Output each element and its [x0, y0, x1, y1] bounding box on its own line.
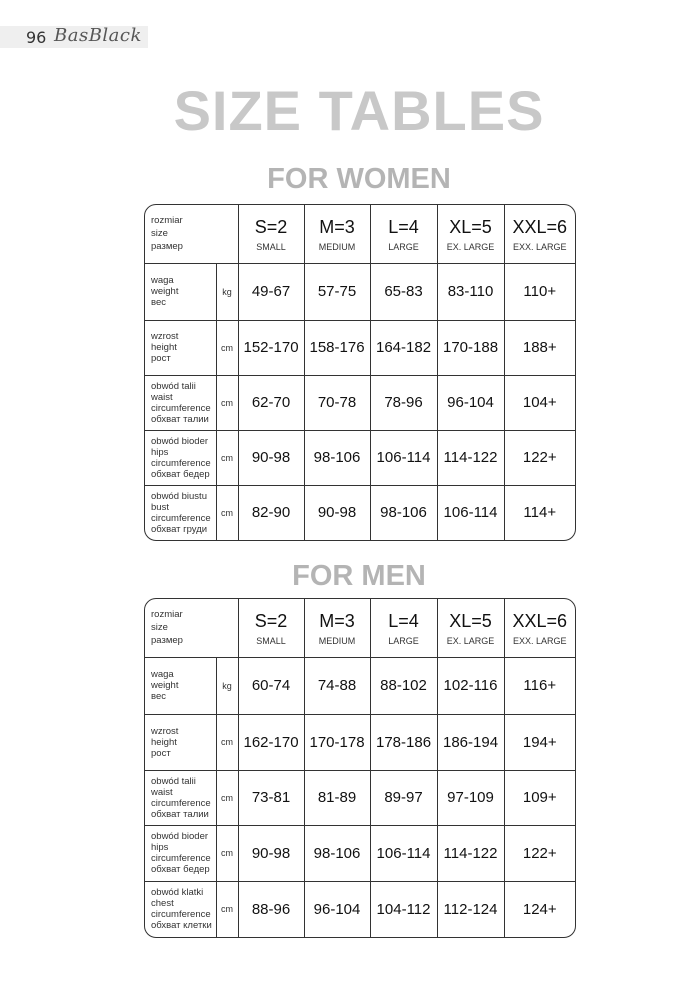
- table-row: [145, 714, 575, 770]
- size-code: XL=5: [449, 610, 492, 631]
- value-cell: 178-186: [370, 714, 437, 770]
- value-cell: 97-109: [437, 770, 504, 825]
- unit-cell: cm: [216, 320, 238, 375]
- value-cell: 110+: [504, 263, 575, 320]
- size-column-header: [504, 205, 575, 263]
- value-cell: 124+: [504, 881, 575, 937]
- measurement-label-line: рост: [151, 353, 171, 364]
- size-name: LARGE: [388, 241, 419, 252]
- value-cell: 116+: [504, 657, 575, 714]
- value-cell: 96-104: [437, 375, 504, 430]
- value-cell: 170-178: [304, 714, 370, 770]
- measurement-label-line: circumference: [151, 853, 211, 864]
- value-cell: 74-88: [304, 657, 370, 714]
- value-cell: 62-70: [238, 375, 304, 430]
- measurement-label-line: обхват груди: [151, 523, 208, 535]
- measurement-label-line: wzrost: [151, 331, 179, 342]
- unit-cell: cm: [216, 825, 238, 881]
- value-cell: 98-106: [304, 825, 370, 881]
- value-cell: 106-114: [370, 825, 437, 881]
- measurement-label-line: obwód klatki: [151, 887, 204, 899]
- value-cell: 106-114: [437, 485, 504, 540]
- size-header-label-line: rozmiar: [151, 215, 183, 227]
- measurement-label: [145, 714, 216, 770]
- measurement-label: [145, 770, 216, 825]
- value-cell: 122+: [504, 825, 575, 881]
- women-section-title: FOR WOMEN: [267, 163, 451, 195]
- table-row: [145, 430, 575, 485]
- unit-cell: cm: [216, 881, 238, 937]
- measurement-label: [145, 485, 216, 540]
- page-number: 96: [26, 28, 47, 47]
- size-code: S=2: [254, 610, 288, 631]
- value-cell: 104+: [504, 375, 575, 430]
- value-cell: 88-96: [238, 881, 304, 937]
- table-row: [145, 881, 575, 937]
- unit-cell: cm: [216, 375, 238, 430]
- measurement-label-line: weight: [151, 286, 179, 297]
- size-header-label: [145, 599, 238, 657]
- value-cell: 49-67: [238, 263, 304, 320]
- measurement-label-line: circumference: [151, 797, 211, 809]
- size-name: MEDIUM: [318, 635, 356, 646]
- size-name: SMALL: [256, 635, 286, 646]
- size-header-label-line: size: [151, 622, 168, 634]
- value-cell: 114+: [504, 485, 575, 540]
- men-section-title: FOR MEN: [292, 560, 426, 592]
- value-cell: 114-122: [437, 430, 504, 485]
- measurement-label-line: obwód bioder: [151, 435, 209, 447]
- value-cell: 96-104: [304, 881, 370, 937]
- size-name: SMALL: [256, 241, 286, 252]
- value-cell: 98-106: [304, 430, 370, 485]
- value-cell: 89-97: [370, 770, 437, 825]
- unit-cell: cm: [216, 714, 238, 770]
- value-cell: 122+: [504, 430, 575, 485]
- size-column-header: [370, 205, 437, 263]
- table-header-row: [145, 205, 575, 263]
- value-cell: 90-98: [238, 430, 304, 485]
- measurement-label-line: обхват клетки: [151, 920, 212, 932]
- unit-cell: cm: [216, 485, 238, 540]
- size-code: L=4: [388, 216, 419, 237]
- brand-logo: BasBlack: [54, 25, 142, 46]
- measurement-label-line: circumference: [151, 457, 211, 469]
- measurement-label-line: обхват талии: [151, 413, 209, 425]
- unit-cell: cm: [216, 770, 238, 825]
- value-cell: 106-114: [370, 430, 437, 485]
- measurement-label-line: circumference: [151, 402, 211, 414]
- measurement-label-line: height: [151, 736, 177, 748]
- measurement-label: [145, 825, 216, 881]
- measurement-label-line: waist: [151, 391, 173, 403]
- measurement-label-line: wzrost: [151, 725, 179, 737]
- value-cell: 194+: [504, 714, 575, 770]
- value-cell: 162-170: [238, 714, 304, 770]
- measurement-label-line: обхват бедер: [151, 468, 210, 480]
- value-cell: 114-122: [437, 825, 504, 881]
- size-header-label-line: size: [151, 228, 168, 240]
- measurement-label-line: waga: [151, 669, 174, 680]
- value-cell: 104-112: [370, 881, 437, 937]
- table-row: [145, 375, 575, 430]
- value-cell: 188+: [504, 320, 575, 375]
- size-name: MEDIUM: [318, 241, 356, 252]
- size-name: EX. LARGE: [446, 635, 495, 646]
- measurement-label-line: circumference: [151, 909, 211, 921]
- unit-cell: kg: [216, 263, 238, 320]
- size-header-label: [145, 205, 238, 263]
- value-cell: 70-78: [304, 375, 370, 430]
- size-code: XL=5: [449, 216, 492, 237]
- measurement-label-line: chest: [151, 898, 174, 910]
- value-cell: 90-98: [238, 825, 304, 881]
- men-table: [145, 599, 575, 937]
- size-column-header: [238, 205, 304, 263]
- table-row: [145, 320, 575, 375]
- measurement-label-line: вес: [151, 297, 166, 308]
- value-cell: 60-74: [238, 657, 304, 714]
- measurement-label-line: obwód biustu: [151, 490, 207, 502]
- value-cell: 81-89: [304, 770, 370, 825]
- table-row: [145, 657, 575, 714]
- measurement-label: [145, 881, 216, 937]
- size-code: M=3: [319, 216, 355, 237]
- value-cell: 109+: [504, 770, 575, 825]
- measurement-label-line: waga: [151, 275, 174, 286]
- table-row: [145, 770, 575, 825]
- value-cell: 102-116: [437, 657, 504, 714]
- value-cell: 82-90: [238, 485, 304, 540]
- size-column-header: [304, 205, 370, 263]
- women-size-table: [144, 204, 576, 541]
- size-code: XXL=6: [512, 216, 568, 237]
- size-name: EX. LARGE: [446, 241, 495, 252]
- value-cell: 152-170: [238, 320, 304, 375]
- unit-cell: kg: [216, 657, 238, 714]
- measurement-label: [145, 430, 216, 485]
- measurement-label-line: bust: [151, 501, 169, 513]
- size-code: XXL=6: [512, 610, 568, 631]
- size-header-label-line: rozmiar: [151, 609, 183, 621]
- value-cell: 164-182: [370, 320, 437, 375]
- table-row: [145, 825, 575, 881]
- value-cell: 158-176: [304, 320, 370, 375]
- measurement-label-line: waist: [151, 786, 173, 798]
- table-row: [145, 485, 575, 540]
- value-cell: 90-98: [304, 485, 370, 540]
- value-cell: 83-110: [437, 263, 504, 320]
- measurement-label-line: circumference: [151, 512, 211, 524]
- measurement-label-line: height: [151, 342, 177, 353]
- size-name: LARGE: [388, 635, 419, 646]
- value-cell: 78-96: [370, 375, 437, 430]
- size-header-label-line: размер: [151, 635, 183, 647]
- size-name: EXX. LARGE: [513, 241, 567, 252]
- size-name: EXX. LARGE: [513, 635, 567, 646]
- measurement-label-line: обхват талии: [151, 808, 209, 820]
- measurement-label: [145, 263, 216, 320]
- size-column-header: [437, 599, 504, 657]
- value-cell: 73-81: [238, 770, 304, 825]
- value-cell: 170-188: [437, 320, 504, 375]
- measurement-label-line: obwód talii: [151, 775, 196, 787]
- size-code: S=2: [254, 216, 288, 237]
- measurement-label: [145, 375, 216, 430]
- measurement-label-line: hips: [151, 446, 169, 458]
- measurement-label: [145, 657, 216, 714]
- measurement-label-line: hips: [151, 842, 169, 853]
- measurement-label: [145, 320, 216, 375]
- size-column-header: [370, 599, 437, 657]
- table-row: [145, 263, 575, 320]
- table-header-row: [145, 599, 575, 657]
- value-cell: 88-102: [370, 657, 437, 714]
- size-column-header: [238, 599, 304, 657]
- measurement-label-line: обхват бедер: [151, 864, 210, 875]
- measurement-label-line: weight: [151, 680, 179, 691]
- size-header-label-line: размер: [151, 241, 183, 253]
- measurement-label-line: вес: [151, 691, 166, 702]
- men-size-table: [144, 598, 576, 938]
- page-title: SIZE TABLES: [173, 79, 545, 142]
- value-cell: 112-124: [437, 881, 504, 937]
- measurement-label-line: рост: [151, 747, 171, 759]
- measurement-label-line: obwód talii: [151, 380, 196, 392]
- women-table: [145, 205, 575, 540]
- unit-cell: cm: [216, 430, 238, 485]
- size-code: M=3: [319, 610, 355, 631]
- value-cell: 57-75: [304, 263, 370, 320]
- size-column-header: [304, 599, 370, 657]
- value-cell: 65-83: [370, 263, 437, 320]
- value-cell: 186-194: [437, 714, 504, 770]
- size-column-header: [504, 599, 575, 657]
- size-code: L=4: [388, 610, 419, 631]
- value-cell: 98-106: [370, 485, 437, 540]
- size-column-header: [437, 205, 504, 263]
- measurement-label-line: obwód bioder: [151, 831, 209, 842]
